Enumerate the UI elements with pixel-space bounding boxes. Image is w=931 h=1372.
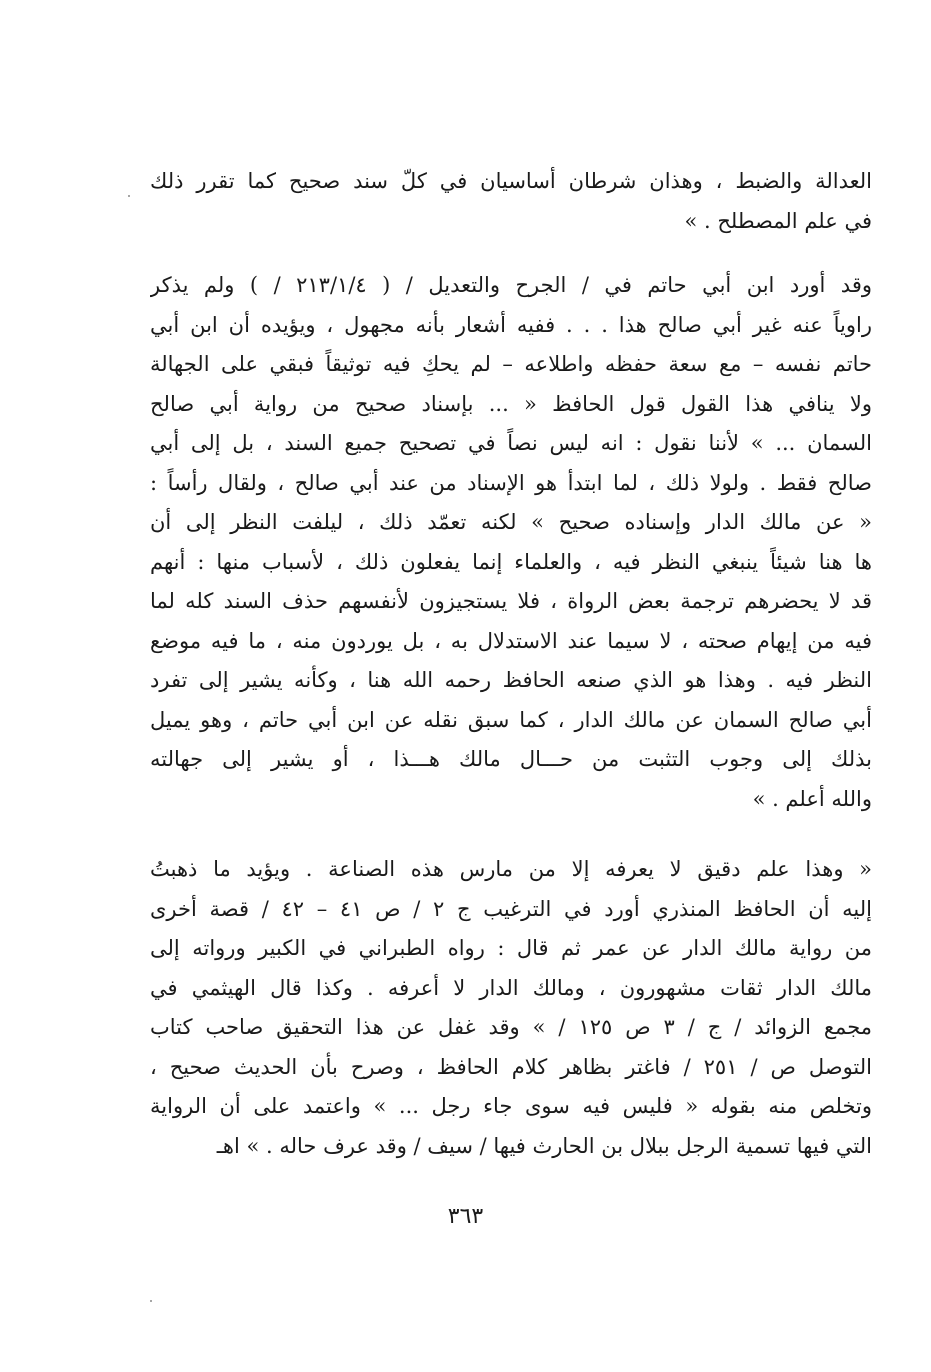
paragraph-2 — [150, 266, 872, 819]
text-line: التوصل ص / ٢٥١ / فاغتر بظاهر كلام الحافظ ، وصرح بأن الحديث صحيح ، — [150, 1054, 872, 1079]
text-line: فيه من إيهام صحته ، لا سيما عند الاستدلال به ، بل يوردون منه ، ما فيه موضع — [150, 628, 872, 653]
text-line: قد لا يحضرهم ترجمة بعض الرواة ، فلا يستجيزون لأنفسهم حذف السند كله لما — [150, 589, 872, 613]
text-line: إليه أن الحافظ المنذري أورد في الترغيب ج ٢ / ص ٤١ – ٤٢ / قصة أخرى — [150, 896, 872, 921]
text-line: من رواية مالك الدار عن عمر ثم قال : رواه الطبراني في الكبير ورواته إلى — [150, 936, 872, 960]
text-line: مالك الدار ثقات مشهورون ، ومالك الدار لا أعرفه . وكذا قال الهيثمي في — [150, 975, 872, 1000]
text-line: والله أعلم . » — [752, 786, 872, 811]
text-line: بذلك إلى وجوب التثبت من حـــال مالك هـــذا ، أو يشير إلى جهالته — [150, 747, 872, 771]
paragraph-3 — [150, 850, 872, 1166]
text-line: النظر فيه . وهذا هو الذي صنعه الحافظ رحمه الله هنا ، وكأنه يشير إلى تفرد — [150, 668, 872, 692]
text-line: في علم المصطلح . » — [684, 208, 872, 233]
text-line: التي فيها تسمية الرجل ببلال بن الحارث فيها / سيف / وقد عرف حاله . » اهـ — [216, 1133, 872, 1158]
scan-speck — [128, 195, 130, 197]
text-line: أبي صالح السمان عن مالك الدار ، كما سبق نقله عن ابن أبي حاتم ، وهو يميل — [150, 707, 872, 732]
text-line: ها هنا شيئاً ينبغي النظر فيه ، والعلماء إنما يفعلون ذلك ، لأسباب منها : أنهم — [150, 549, 872, 574]
paragraph-1 — [150, 162, 872, 241]
text-line: « عن مالك الدار وإسناده صحيح » لكنه تعمّد ذلك ، ليلفت النظر إلى أن — [150, 510, 872, 534]
text-line: وتخلص منه بقوله « فليس فيه سوى جاء رجل ... » واعتمد على أن الرواية — [150, 1094, 872, 1118]
text-line: ولا ينافي هذا القول قول الحافظ « ... بإسناد صحيح من رواية أبي صالح — [150, 391, 872, 416]
page-number: ٣٦٣ — [447, 1204, 484, 1229]
text-line: حاتم نفسه – مع سعة حفظه واطلاعه – لم يحكِ فيه توثيقاً فبقي على الجهالة — [150, 352, 872, 376]
text-line: « وهذا علم دقيق لا يعرفه إلا من مارس هذه الصناعة . ويؤيد ما ذهبتُ — [150, 857, 872, 881]
text-line: وقد أورد ابن أبي حاتم في / الجرح والتعديل / ( ٢١٣/١/٤ / ) ولم يذكر — [150, 273, 872, 297]
text-line: راوياً عنه غير أبي صالح هذا . . . ففيه أشعار بأنه مجهول ، ويؤيده أن ابن أبي — [150, 312, 872, 337]
text-line: العدالة والضبط ، وهذان شرطان أساسيان في كلّ سند صحيح كما تقرر ذلك — [150, 169, 872, 193]
scan-speck — [150, 1300, 152, 1302]
text-line: السمان ... » لأننا نقول : انه ليس نصاً في تصحيح جميع السند ، بل إلى أبي — [150, 431, 872, 455]
text-line: مجمع الزوائد / ج / ٣ ص ١٢٥ / » وقد غفل عن هذا التحقيق صاحب كتاب — [150, 1015, 872, 1039]
text-line: صالح فقط . ولولا ذلك ، لما ابتدأ هو الإسناد من عند أبي صالح ، ولقال رأساً : — [150, 470, 872, 495]
